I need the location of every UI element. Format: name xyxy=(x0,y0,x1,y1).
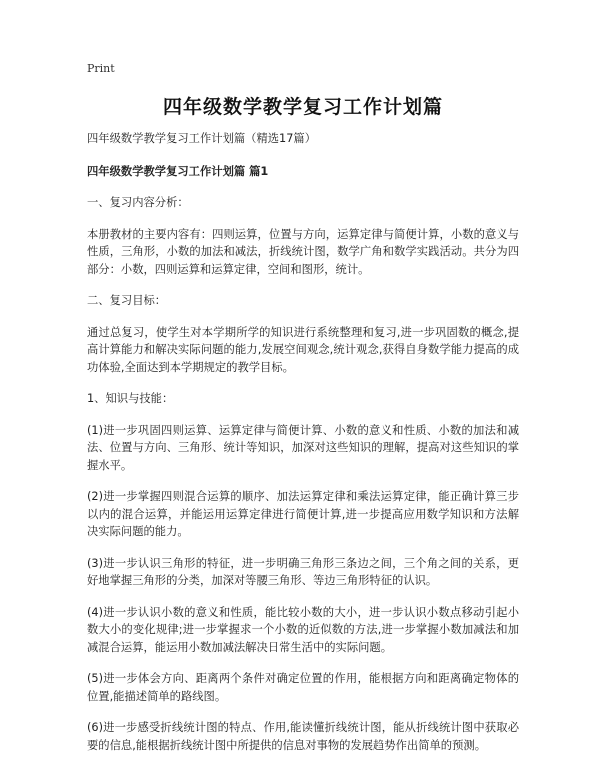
section-heading: 四年级数学教学复习工作计划篇 篇1 xyxy=(87,165,269,178)
list-item-1: (1)进一步巩固四则运算、运算定律与简便计算、小数的意义和性质、小数的加法和减法、位置与方向、三角形、统计等知识，加深对这些知识的理解，提高对这些知识的掌握水平。 xyxy=(87,423,519,472)
list-item-3: (3)进一步认识三角形的特征，进一步明确三角形三条边之间，三个角之间的关系，更好地掌握三角形的分类，加深对等腰三角形、等边三角形特征的认识。 xyxy=(87,556,519,587)
page-title: 四年级数学教学复习工作计划篇 xyxy=(162,96,443,118)
print-link[interactable]: Print xyxy=(87,62,115,75)
list-item-4: (4)进一步认识小数的意义和性质，能比较小数的大小，进一步认识小数点移动引起小数大小的变化规律;进一步掌握求一个小数的近似数的方法,进一步掌握小数加减法和加减混合运算，能运用小数加减法解决日常生活中的实际问题。 xyxy=(87,605,519,654)
document-page xyxy=(87,62,519,754)
paragraph-goals-summary: 通过总复习，使学生对本学期所学的知识进行系统整理和复习,进一步巩固数的概念,提高计算能力和解决实际问题的能力,发展空间观念,统计观念,获得自身数学能力提高的成功体验,全面达到本学期规定的教学目标。 xyxy=(87,325,519,374)
list-item-6: (6)进一步感受折线统计图的特点、作用,能读懂折线统计图，能从折线统计图中获取必要的信息,能根据折线统计图中所提供的信息对事物的发展趋势作出简单的预测。 xyxy=(87,721,519,752)
heading-review-goals: 二、复习目标： xyxy=(87,294,167,307)
document-subtitle: 四年级数学教学复习工作计划篇（精选17篇） xyxy=(87,132,317,145)
list-item-2: (2)进一步掌握四则混合运算的顺序、加法运算定律和乘法运算定律，能正确计算三步以内的混合运算，并能运用运算定律进行简便计算,进一步提高应用数学知识和方法解决实际问题的能力。 xyxy=(87,490,519,538)
heading-knowledge-skills: 1、知识与技能： xyxy=(87,392,174,405)
paragraph-content-summary: 本册教材的主要内容有：四则运算，位置与方向，运算定律与简便计算，小数的意义与性质，三角形，小数的加法和减法，折线统计图，数学广角和数学实践活动。共分为四部分：小数，四则运算和运算定律，空间和图形，统计。 xyxy=(87,227,519,276)
heading-review-content: 一、复习内容分析： xyxy=(87,196,189,209)
list-item-5: (5)进一步体会方向、距离两个条件对确定位置的作用，能根据方向和距离确定物体的位置,能描述简单的路线图。 xyxy=(87,672,519,703)
